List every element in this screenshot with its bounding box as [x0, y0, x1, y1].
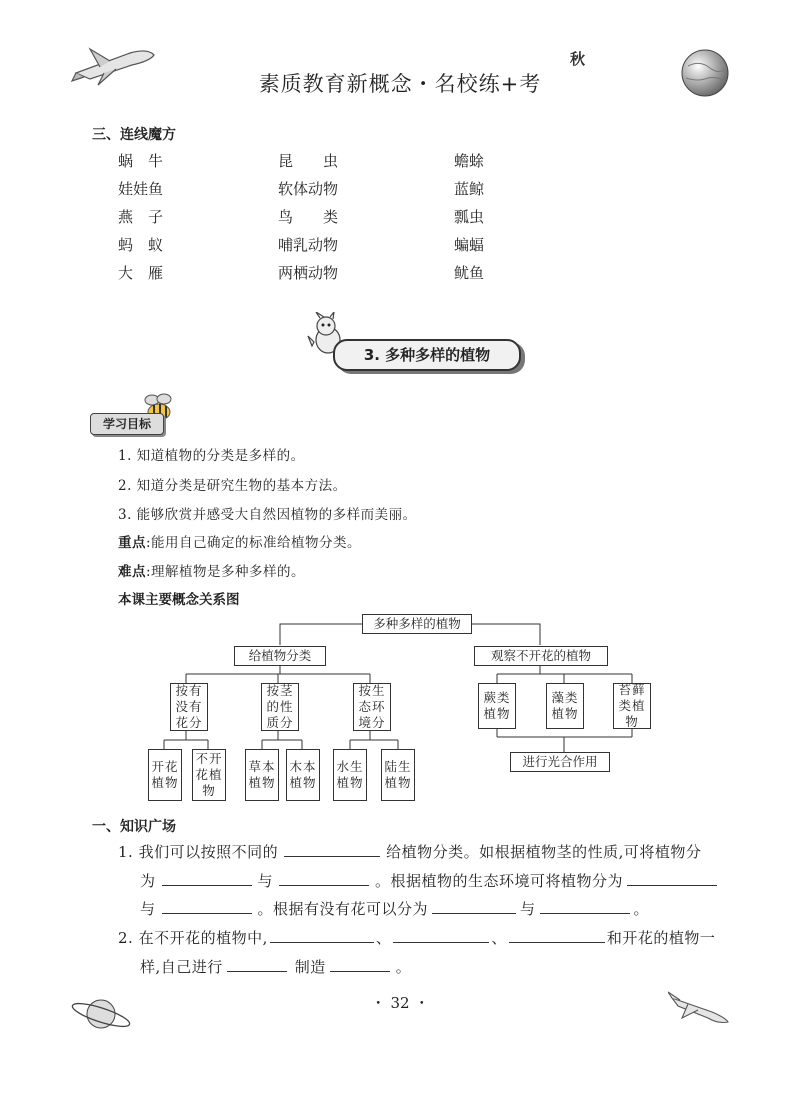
answer-blank[interactable]: [330, 957, 390, 972]
q2-text: 。: [395, 958, 412, 976]
concept-root: 多种多样的植物: [362, 614, 472, 634]
q2-text: 2. 在不开花的植物中,: [118, 929, 268, 947]
q2-text: 、: [491, 929, 507, 947]
match-item[interactable]: 鱿鱼: [454, 263, 485, 282]
q1-text: 。根据植物的生态环境可将植物分为: [375, 872, 624, 890]
match-item[interactable]: 娃娃鱼: [118, 179, 164, 198]
question-1-line-2: [140, 870, 717, 891]
concept-left-branch: 给植物分类: [234, 646, 326, 666]
match-item[interactable]: 蜗 牛: [118, 151, 164, 170]
match-item[interactable]: 燕 子: [118, 207, 164, 226]
match-item[interactable]: 蝙蝠: [454, 235, 485, 254]
q2-text: 制造: [294, 958, 326, 976]
answer-blank[interactable]: [162, 871, 252, 886]
match-item[interactable]: 软体动物: [278, 179, 339, 198]
concept-map-title: 本课主要概念关系图: [118, 592, 240, 608]
q1-text: 为: [140, 872, 156, 890]
season-label: 秋: [570, 50, 586, 68]
concept-right-branch: 观察不开花的植物: [474, 646, 608, 666]
answer-blank[interactable]: [540, 899, 630, 914]
section-knowledge-title: 一、知识广场: [92, 819, 176, 835]
match-item[interactable]: 瓢虫: [454, 207, 485, 226]
answer-blank[interactable]: [279, 871, 369, 886]
space-shuttle-icon: [668, 988, 732, 1028]
match-item[interactable]: 昆 虫: [278, 151, 339, 170]
saturn-icon: [70, 993, 132, 1035]
question-1-line-1: [118, 841, 701, 862]
goal-item: 1. 知道植物的分类是多样的。: [118, 448, 305, 464]
page-number: ・ 32 ・: [370, 994, 430, 1012]
answer-blank[interactable]: [227, 957, 287, 972]
q1-text: 。: [633, 900, 650, 918]
leaf-box: 不开 花植 物: [192, 749, 226, 801]
q2-text: 和开花的植物一: [606, 929, 716, 947]
q1-text: 与: [520, 900, 536, 918]
criterion-box: 按有 没有 花分: [170, 683, 208, 731]
answer-blank[interactable]: [509, 928, 605, 943]
q2-text: 样,自己进行: [140, 958, 223, 976]
answer-blank[interactable]: [162, 899, 252, 914]
match-item[interactable]: 蚂 蚁: [118, 235, 164, 254]
key-point-text: :能用自己确定的标准给植物分类。: [146, 535, 362, 551]
q1-text: 给植物分类。如根据植物茎的性质,可将植物分: [386, 843, 702, 861]
match-item[interactable]: 鸟 类: [278, 207, 339, 226]
question-1-line-3: [140, 898, 649, 919]
answer-blank[interactable]: [284, 842, 380, 857]
q1-text: 与: [140, 900, 156, 918]
lesson-title-banner: 3. 多种多样的植物: [333, 339, 521, 371]
question-2-line-1: [118, 927, 715, 948]
q2-text: 、: [375, 929, 392, 947]
leaf-box: 开花 植物: [148, 749, 182, 801]
answer-blank[interactable]: [393, 928, 489, 943]
q1-text: 1. 我们可以按照不同的: [118, 843, 279, 861]
match-item[interactable]: 大 雁: [118, 263, 164, 282]
difficulty-label: 难点: [118, 564, 146, 580]
leaf-box: 木本 植物: [286, 749, 320, 801]
leaf-box: 陆生 植物: [381, 749, 415, 801]
criterion-box: 按生 态环 境分: [353, 683, 391, 731]
match-item[interactable]: 两栖动物: [278, 263, 339, 282]
section-matching-title: 三、连线魔方: [92, 127, 176, 143]
answer-blank[interactable]: [432, 899, 516, 914]
difficulty-text: :理解植物是多种多样的。: [146, 564, 306, 580]
match-item[interactable]: 蟾蜍: [454, 151, 485, 170]
q1-text: 。根据有没有花可以分为: [257, 900, 429, 918]
answer-blank[interactable]: [627, 871, 717, 886]
page-header-title: 素质教育新概念・名校练+考: [258, 72, 542, 96]
leaf-box: 草本 植物: [245, 749, 279, 801]
photosynthesis-box: 进行光合作用: [510, 752, 610, 772]
match-item[interactable]: 蓝鲸: [454, 179, 485, 198]
key-point-label: 重点: [118, 535, 146, 551]
nonflowering-box: 苔藓 类植 物: [613, 683, 651, 729]
leaf-box: 水生 植物: [333, 749, 367, 801]
nonflowering-box: 蕨类 植物: [478, 683, 516, 729]
match-item[interactable]: 哺乳动物: [278, 235, 339, 254]
q1-text: 与: [257, 872, 274, 890]
nonflowering-box: 藻类 植物: [546, 683, 584, 729]
criterion-box: 按茎 的性 质分: [261, 683, 299, 731]
goal-item: 2. 知道分类是研究生物的基本方法。: [118, 478, 347, 494]
question-2-line-2: [140, 956, 411, 977]
goal-item: 3. 能够欣赏并感受大自然因植物的多样而美丽。: [118, 507, 417, 523]
learning-goals-tag: 学习目标: [90, 413, 164, 435]
answer-blank[interactable]: [270, 928, 374, 943]
